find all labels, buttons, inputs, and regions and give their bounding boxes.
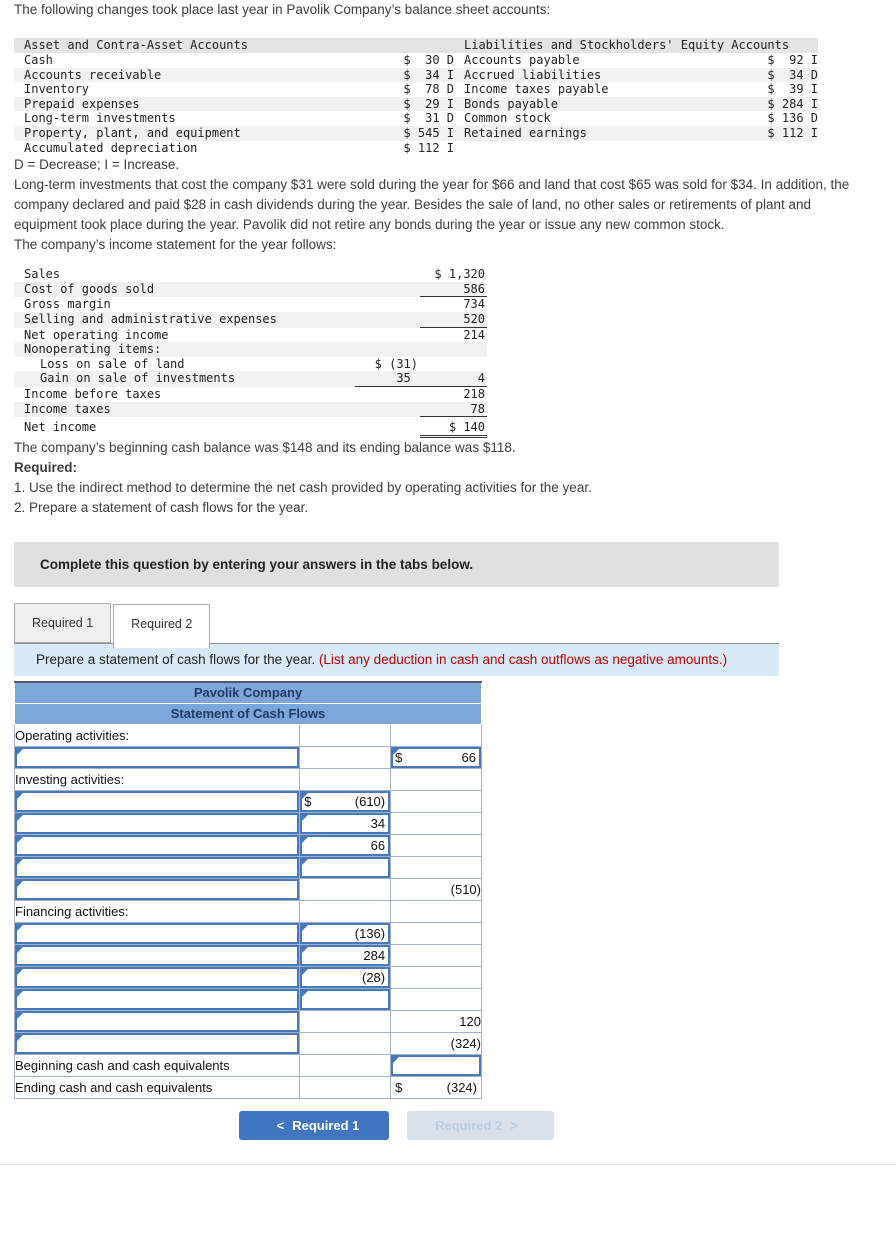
line-label: Cost of goods sold [24,281,155,296]
computed-ending-cash: $ (324) [391,1076,482,1098]
tab-required-2[interactable]: Required 2 [113,604,210,648]
answer-input-investing-1-label[interactable] [15,791,299,812]
answer-input-investing-1-amount[interactable]: $ (610) [300,791,390,812]
answer-input-investing-2-amount[interactable]: 34 [300,813,390,834]
table-row [14,312,487,328]
table-row [15,922,482,944]
account-amount: $ 34 I [403,67,454,82]
account-amount: $ 545 I [403,125,454,140]
section-label: Financing activities: [15,900,300,922]
statement-title: Statement of Cash Flows [15,703,482,724]
answer-input-financing-2-label[interactable] [15,945,299,966]
answer-input-investing-total-label[interactable] [15,879,299,900]
line-amount: 586 [420,282,487,298]
table-row [15,1076,482,1098]
account-label: Long-term investments [24,111,176,126]
line-amount: $ 140 [420,420,487,438]
table-row [14,282,487,298]
account-label: Property, plant, and equipment [24,125,241,140]
tab-navigation [14,1111,779,1140]
line-amount [355,402,420,418]
answer-input-financing-total-label[interactable] [15,1011,299,1032]
table-row [15,878,482,900]
table-row [14,82,818,97]
ending-cash-label: Ending cash and cash equivalents [15,1076,300,1098]
account-label: Retained earnings [464,125,587,140]
line-label: Sales [24,267,61,282]
chevron-left-icon: < [276,1117,285,1133]
line-amount: 35 [355,371,420,387]
table-row [14,371,487,387]
line-label: Gain on sale of investments [40,371,236,386]
answer-input-net-change-label[interactable] [15,1033,299,1054]
line-amount [355,282,420,298]
account-label: Cash [24,53,53,67]
table-row [14,357,487,372]
balance-table-header [14,38,818,53]
answer-input-investing-4-label[interactable] [15,857,299,878]
next-required-2-button[interactable]: Required 2 > [407,1111,554,1140]
line-label: Gross margin [24,297,111,312]
table-row [15,768,482,790]
line-amount: 4 [420,371,487,387]
answer-input-beginning-cash[interactable] [391,1055,481,1076]
line-label: Loss on sale of land [40,356,185,371]
table-row [14,53,818,68]
computed-net-change: (324) [391,1032,482,1054]
statement-company-title: Pavolik Company [15,682,482,704]
account-amount: $ 30 D [403,53,454,67]
prev-required-1-button[interactable]: < Required 1 [239,1111,389,1140]
answer-input-financing-3-amount[interactable]: (28) [300,967,390,988]
answer-input-financing-4-amount[interactable] [300,989,390,1010]
table-row [14,402,487,418]
line-amount: 214 [463,327,485,342]
table-row [14,342,487,357]
table-row [14,111,818,126]
table-row [14,97,818,112]
line-amount [355,312,420,328]
table-row [15,988,482,1010]
instruction-bar [14,644,779,676]
table-row [15,856,482,878]
table-row [15,966,482,988]
line-amount [420,357,487,372]
account-label: Accumulated depreciation [24,140,198,155]
liability-accounts-header: Liabilities and Stockholders' Equity Accounts [464,38,790,52]
answer-input-investing-3-label[interactable] [15,835,299,856]
table-row [15,1010,482,1032]
answer-input-financing-3-label[interactable] [15,967,299,988]
table-row [15,944,482,966]
line-label: Net operating income [24,327,169,342]
table-row [15,724,482,746]
line-label: Nonoperating items: [24,342,162,357]
account-amount: $ 92 I [767,53,818,67]
computed-financing-total: 120 [391,1010,482,1032]
table-row [15,834,482,856]
line-amount [355,328,420,343]
cash-balance-text: The company’s beginning cash balance was $148 and its ending balance was $118. [14,439,516,455]
account-label: Common stock [464,111,551,126]
table-row [14,68,818,83]
income-statement-intro: The company’s income statement for the year follows: [14,237,337,253]
line-amount: $ 1,320 [434,267,485,282]
account-label: Income taxes payable [464,82,609,97]
beginning-cash-label: Beginning cash and cash equivalents [15,1054,300,1076]
line-label: Income before taxes [24,386,162,401]
complete-question-banner: Complete this question by entering your answers in the tabs below. [14,542,779,587]
answer-input-financing-1-label[interactable] [15,923,299,944]
table-row [14,126,818,141]
answer-input-investing-2-label[interactable] [15,813,299,834]
line-amount: 78 [420,402,487,418]
line-amount: 520 [420,312,487,328]
table-row [15,1054,482,1076]
account-amount: $ 34 D [767,67,818,82]
section-label: Operating activities: [15,724,300,746]
table-row [15,812,482,834]
required-heading: Required: [14,459,78,475]
account-amount: $ 112 I [403,140,454,155]
asset-accounts-header: Asset and Contra-Asset Accounts [24,38,248,52]
line-label: Income taxes [24,401,111,416]
table-row [15,900,482,922]
legend-text: D = Decrease; I = Increase. [14,157,180,173]
table-row [14,267,487,282]
line-amount [355,297,420,312]
table-row [14,297,487,312]
account-amount: $ 39 I [767,82,818,97]
line-amount [355,420,420,438]
answer-input-financing-1-amount[interactable]: (136) [300,923,390,944]
table-row [15,1032,482,1054]
computed-investing-total: (510) [391,878,482,900]
answer-input-financing-4-label[interactable] [15,989,299,1010]
instruction-text: Prepare a statement of cash flows for the year. [36,651,316,667]
account-label: Accrued liabilities [464,67,602,82]
tab-required-1[interactable]: Required 1 [14,603,111,643]
page-divider [0,1164,896,1165]
table-row [14,328,487,343]
line-label: Net income [24,420,97,435]
line-amount: 218 [463,386,485,401]
chevron-right-icon: > [510,1117,518,1133]
line-amount: $ (31) [374,356,418,371]
account-amount: $ 112 I [767,125,818,140]
table-row [14,141,818,156]
account-label: Accounts payable [464,53,580,67]
answer-input-investing-3-amount[interactable]: 66 [300,835,390,856]
account-label: Accounts receivable [24,67,162,82]
account-amount: $ 78 D [403,82,454,97]
table-row [14,420,487,438]
answer-input-operating-label[interactable] [15,747,299,768]
answer-input-operating-total[interactable]: $ 66 [391,747,481,768]
investments-paragraph: Long-term investments that cost the company $31 were sold during the year for $66 and land that cost $65 was sold for $34. In addition, the company declared and paid $28 in cash dividends during the year. Besides the sale of land, no other sales or retirements of plant and equipment took place during the year. Pavolik did not retire any bonds during the year or issue any new common stock. [14,177,850,233]
line-amount: 734 [463,297,485,312]
table-row [14,387,487,402]
line-amount [355,267,420,282]
account-amount: $ 136 D [767,111,818,126]
table-row [15,746,482,768]
account-amount: $ 29 I [403,96,454,111]
line-label: Selling and administrative expenses [24,311,277,326]
section-label: Investing activities: [15,768,300,790]
account-label: Prepaid expenses [24,96,140,111]
table-row [15,790,482,812]
account-amount: $ 31 D [403,111,454,126]
cash-flow-table [14,681,482,1099]
line-amount [355,387,420,402]
required-item-1: 1. Use the indirect method to determine the net cash provided by operating activities for the year. [14,479,592,495]
answer-input-investing-4-amount[interactable] [300,857,390,878]
balance-changes-table [14,38,818,155]
instruction-note: (List any deduction in cash and cash outflows as negative amounts.) [315,651,728,667]
account-label: Inventory [24,82,90,97]
account-label: Bonds payable [464,96,558,111]
account-amount: $ 284 I [767,96,818,111]
answer-input-financing-2-amount[interactable]: 284 [300,945,390,966]
intro-text: The following changes took place last year in Pavolik Company’s balance sheet accounts: [14,2,551,17]
income-statement-table [14,267,487,438]
required-item-2: 2. Prepare a statement of cash flows for the year. [14,499,309,515]
tab-bar [14,603,779,644]
